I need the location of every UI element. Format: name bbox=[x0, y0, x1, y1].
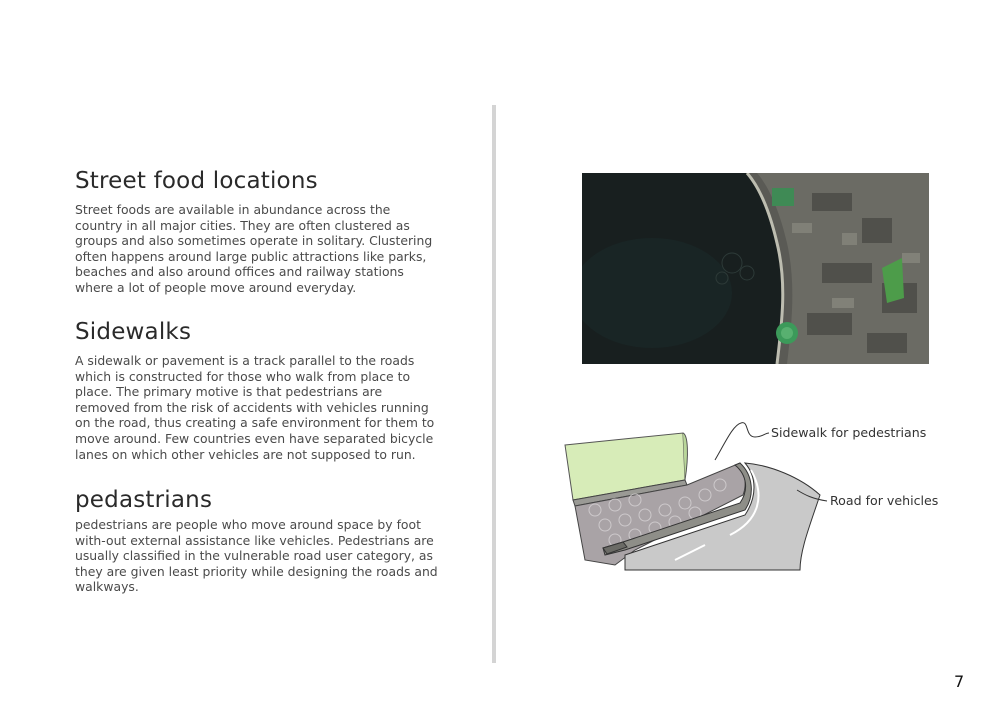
road-callout-label: Road for vehicles bbox=[830, 493, 939, 508]
section-street-food-locations bbox=[75, 168, 440, 296]
column-divider bbox=[492, 105, 496, 663]
section-heading: Street food locations bbox=[75, 168, 318, 194]
sidewalk-callout-label: Sidewalk for pedestrians bbox=[771, 425, 927, 440]
section-heading: Sidewalks bbox=[75, 319, 192, 345]
section-heading: pedastrians bbox=[75, 487, 213, 513]
section-body: A sidewalk or pavement is a track parallel to the roads which is constructed for those who walk from place to place. The primary motive is that pedestrians are removed from the risk of accidents with vehicles running on the road, thus creating a safe environment for them to move around. Few countries even have separated bicycle lanes on which other vehicles are not supposed to run. bbox=[75, 353, 435, 462]
section-body: Street foods are available in abundance across the country in all major cities. They are often clustered as groups and also sometimes operate in solitary. Clustering often happens around large public attractions like parks, beaches and also around offices and railway stations where a lot of people move around everyday. bbox=[75, 202, 433, 295]
aerial-coastline-image bbox=[582, 173, 929, 364]
section-body: pedestrians are people who move around space by foot with-out external assistance like vehicles. Pedestrians are usually classified in the vulnerable road user category, as they are given least priority while designing the roads and walkways. bbox=[75, 517, 438, 595]
page-number: 7 bbox=[954, 672, 965, 691]
section-pedestrians bbox=[75, 487, 440, 595]
section-sidewalks bbox=[75, 319, 440, 462]
